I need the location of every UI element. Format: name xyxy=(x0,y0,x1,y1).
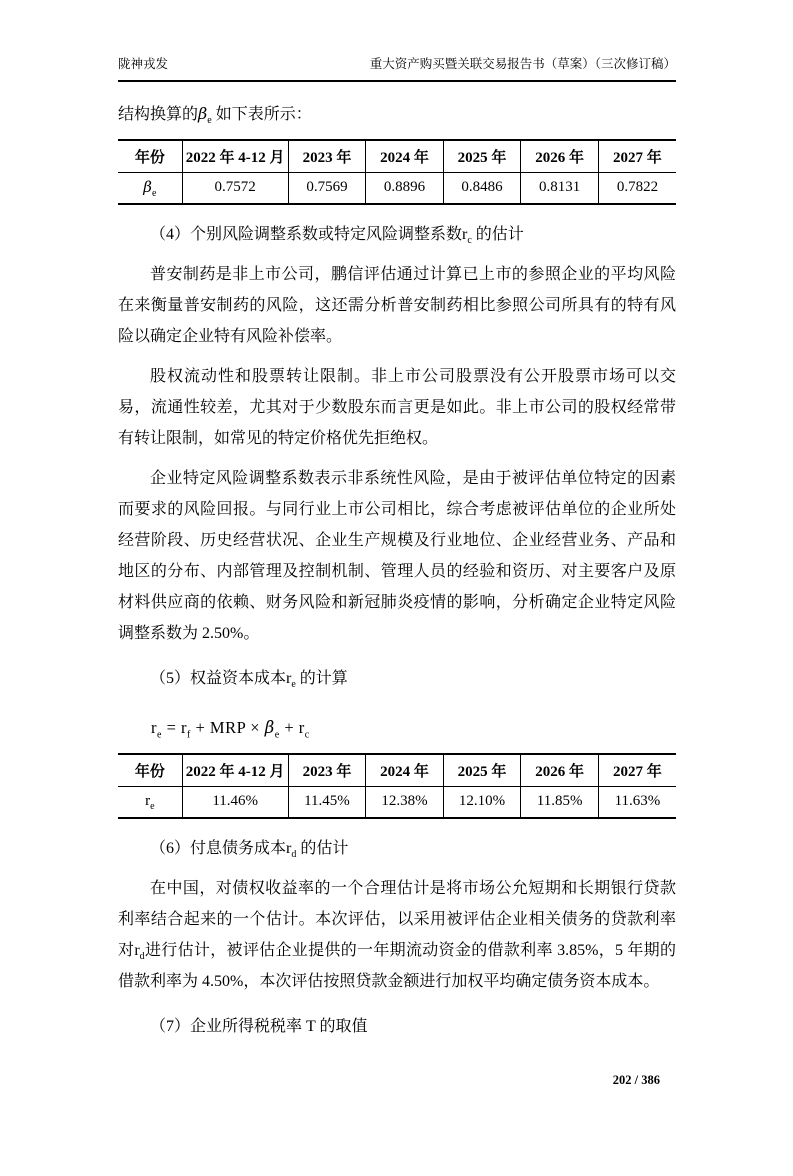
table-cell: 0.8131 xyxy=(521,172,599,204)
formula-term: r xyxy=(151,718,157,737)
section6-heading xyxy=(118,833,676,864)
beta-table xyxy=(118,139,676,205)
heading-text: 的估计 xyxy=(296,840,349,857)
heading-text: （6）付息债务成本r xyxy=(150,840,292,857)
header-company-name: 陇神戎发 xyxy=(118,57,169,71)
paragraph-text: 在中国，对债权收益率的一个合理估计是将市场公允短期和长期银行贷款利率结合起来的一个估计。本次评估，以采用被评估企业相关债务的贷款利率对r xyxy=(118,880,676,959)
beta-symbol: β xyxy=(198,104,208,123)
paragraph-subscript: d xyxy=(139,951,145,963)
col-header-year: 年份 xyxy=(118,754,182,786)
table-cell: 0.7569 xyxy=(288,172,366,204)
col-header: 2027 年 xyxy=(598,140,676,172)
col-header: 2026 年 xyxy=(521,754,599,786)
col-header: 2023 年 xyxy=(288,754,366,786)
section7-heading: （7）企业所得税税率 T 的取值 xyxy=(150,1018,368,1035)
col-header: 2024 年 xyxy=(366,754,444,786)
section4-paragraph-3: 企业特定风险调整系数表示非系统性风险，是由于被评估单位特定的因素而要求的风险回报。与同行业上市公司相比，综合考虑被评估单位的企业所处经营阶段、历史经营状况、企业生产规模及行业地位、企业经营业务、产品和地区的分布、内部管理及控制机制、管理人员的经验和资历、对主要客户及原材料供应商的依赖、财务风险和新冠肺炎疫情的影响，分析确定企业特定风险调整系数为 2.50%。 xyxy=(118,470,676,642)
table-cell: 11.85% xyxy=(521,786,599,818)
formula-beta-symbol: β xyxy=(264,718,275,737)
heading-text: （4）个别风险调整系数或特定风险调整系数r xyxy=(150,226,468,243)
heading-subscript: c xyxy=(467,235,472,247)
row-label-sub: e xyxy=(151,188,157,200)
table-cell: 11.45% xyxy=(288,786,366,818)
col-header: 2026 年 xyxy=(521,140,599,172)
intro-text-before: 结构换算的 xyxy=(118,106,199,123)
heading-text: （5）权益资本成本r xyxy=(150,670,292,687)
page-content xyxy=(0,54,793,1042)
row-label xyxy=(118,786,182,818)
cost-of-equity-table xyxy=(118,753,676,819)
formula-subscript: e xyxy=(274,729,280,741)
cost-of-equity-formula xyxy=(118,713,676,742)
section4-paragraph-1: 普安制药是非上市公司，鹏信评估通过计算已上市的参照企业的平均风险在来衡量普安制药的风险，这还需分析普安制药相比参照公司所具有的特有风险以确定企业特有风险补偿率。 xyxy=(118,266,676,345)
intro-text-after: 如下表所示： xyxy=(211,106,312,123)
formula-subscript: e xyxy=(157,729,162,741)
table-cell: 11.46% xyxy=(182,786,288,818)
re-table-data-row xyxy=(118,786,676,818)
col-header: 2022 年 4-12 月 xyxy=(182,140,288,172)
row-label xyxy=(118,172,182,204)
paragraph-text: 进行估计，被评估企业提供的一年期流动资金的借款利率 3.85%，5 年期的借款利率为 4.50%，本次评估按照贷款金额进行加权平均确定债务资本成本。 xyxy=(118,942,676,990)
beta-subscript: e xyxy=(207,115,212,127)
table-cell: 11.63% xyxy=(598,786,676,818)
page-number: 202 / 386 xyxy=(612,1073,660,1087)
beta-table-data-row xyxy=(118,172,676,204)
col-header: 2027 年 xyxy=(598,754,676,786)
table-cell: 12.10% xyxy=(443,786,521,818)
section4-heading xyxy=(118,219,676,250)
section4-paragraph-2: 股权流动性和股票转让限制。非上市公司股票没有公开股票市场可以交易，流通性较差，尤其对于少数股东而言更是如此。非上市公司的股权经常带有转让限制，如常见的特定价格优先拒绝权。 xyxy=(118,368,676,447)
table-cell: 0.7822 xyxy=(598,172,676,204)
row-label-sub: e xyxy=(150,801,155,813)
heading-subscript: d xyxy=(291,849,297,861)
formula-term: + r xyxy=(279,718,305,737)
table-cell: 0.8896 xyxy=(366,172,444,204)
row-label-base: r xyxy=(145,793,151,810)
table-cell: 0.7572 xyxy=(182,172,288,204)
heading-text: 的估计 xyxy=(471,226,524,243)
heading-text: 的计算 xyxy=(295,670,348,687)
row-label-base: β xyxy=(143,178,152,197)
section6-paragraph xyxy=(118,873,676,997)
col-header: 2024 年 xyxy=(366,140,444,172)
formula-subscript: c xyxy=(304,729,310,741)
re-table-header-row xyxy=(118,754,676,786)
intro-line xyxy=(118,99,676,129)
col-header: 2022 年 4-12 月 xyxy=(182,754,288,786)
formula-term: + MRP × xyxy=(190,718,265,737)
formula-subscript: f xyxy=(187,729,191,741)
table-cell: 12.38% xyxy=(366,786,444,818)
heading-subscript: e xyxy=(291,679,296,691)
formula-term: = r xyxy=(161,718,188,737)
col-header: 2025 年 xyxy=(443,140,521,172)
col-header-year: 年份 xyxy=(118,140,182,172)
col-header: 2023 年 xyxy=(288,140,366,172)
beta-table-header-row xyxy=(118,140,676,172)
section5-heading xyxy=(118,663,676,694)
header-document-title: 重大资产购买暨关联交易报告书（草案）（三次修订稿） xyxy=(369,57,676,71)
table-cell: 0.8486 xyxy=(443,172,521,204)
col-header: 2025 年 xyxy=(443,754,521,786)
page-header xyxy=(118,54,676,82)
